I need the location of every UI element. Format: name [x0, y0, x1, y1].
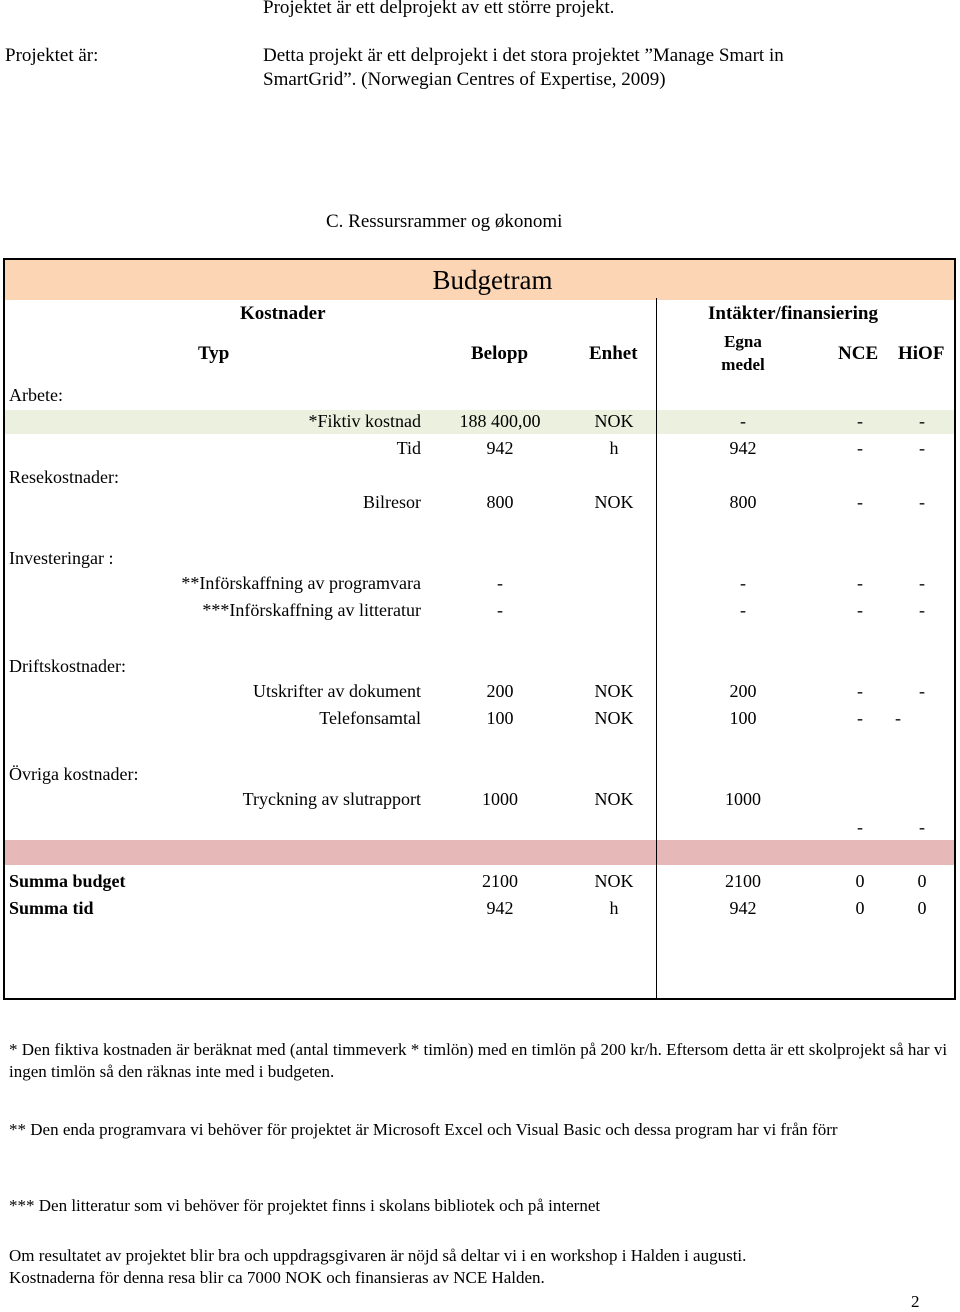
col-belopp: Belopp	[471, 343, 529, 364]
row-belopp: -	[497, 573, 503, 593]
summa-tid-egna: 942	[729, 898, 757, 918]
row-belopp: 942	[486, 438, 514, 458]
row-nce: -	[857, 600, 863, 620]
summa-tid-nce: 0	[855, 898, 865, 918]
col-enhet: Enhet	[589, 343, 638, 364]
col-hiof: HiOF	[898, 343, 945, 364]
row-egna: 800	[729, 492, 757, 512]
row-enhet: h	[609, 438, 619, 458]
row-enhet: NOK	[594, 492, 634, 512]
row-egna: -	[740, 600, 746, 620]
row-egna: -	[740, 411, 746, 431]
row-nce: -	[857, 681, 863, 701]
row-hiof: -	[919, 411, 925, 431]
row-nce: -	[857, 573, 863, 593]
row-typ: *Fiktiv kostnad	[308, 411, 421, 431]
row-typ: Bilresor	[363, 492, 421, 512]
col-nce: NCE	[838, 343, 879, 364]
note-fiktiv: * Den fiktiva kostnaden är beräknat med (antal timmeverk * timlön) med en timlön på 200 kr/h. Eftersom detta är ett skolprojekt så har vi ingen timlön så den räknas inte med i budgeten.	[9, 1040, 948, 1081]
row-belopp: 188 400,00	[459, 411, 541, 431]
column-divider	[656, 298, 657, 998]
row-egna: 1000	[725, 789, 761, 809]
row-egna: -	[740, 573, 746, 593]
page-number: 2	[911, 1292, 920, 1311]
row-hiof: -	[919, 492, 925, 512]
summa-budget-enhet: NOK	[594, 871, 634, 891]
category-drift: Driftskostnader:	[9, 656, 126, 676]
intakter-header: Intäkter/finansiering	[708, 303, 878, 324]
budgetram-title: Budgetram	[432, 265, 553, 295]
note-workshop-2: Kostnaderna för denna resa blir ca 7000 NOK och finansieras av NCE Halden.	[9, 1268, 545, 1287]
row-nce: -	[857, 708, 863, 728]
projektet-text-2: SmartGrid”. (Norwegian Centres of Expertise, 2009)	[263, 69, 666, 90]
summa-budget-egna: 2100	[725, 871, 761, 891]
row-belopp: 200	[486, 681, 514, 701]
summa-tid-enhet: h	[609, 898, 619, 918]
row-typ: Utskrifter av dokument	[253, 681, 421, 701]
category-arbete: Arbete:	[9, 385, 63, 405]
projektet-text-1: Detta projekt är ett delprojekt i det stora projektet ”Manage Smart in	[263, 45, 784, 66]
summa-tid-belopp: 942	[486, 898, 514, 918]
row-enhet: NOK	[594, 411, 634, 431]
row-egna: 942	[729, 438, 757, 458]
row-enhet: NOK	[594, 708, 634, 728]
row-nce: -	[857, 411, 863, 431]
row-belopp: 800	[486, 492, 514, 512]
summa-budget-nce: 0	[855, 871, 865, 891]
row-hiof: -	[919, 600, 925, 620]
summa-budget-label: Summa budget	[9, 871, 126, 891]
row-enhet: NOK	[594, 789, 634, 809]
section-title: C. Ressursrammer og økonomi	[326, 211, 563, 232]
row-enhet: NOK	[594, 681, 634, 701]
note-programvara: ** Den enda programvara vi behöver för projektet är Microsoft Excel och Visual Basic och dessa program har vi från förr	[9, 1120, 838, 1139]
row-typ: Tryckning av slutrapport	[242, 789, 421, 809]
category-investeringar: Investeringar :	[9, 548, 114, 568]
row-hiof: -	[895, 708, 901, 728]
projektet-label: Projektet är:	[5, 45, 99, 66]
note-workshop-1: Om resultatet av projektet blir bra och uppdragsgivaren är nöjd så deltar vi i en workshop i Halden i augusti.	[9, 1246, 747, 1265]
row-typ: **Införskaffning av programvara	[181, 573, 421, 593]
row-hiof: -	[919, 438, 925, 458]
row-typ: ***Införskaffning av litteratur	[202, 600, 421, 620]
col-egna-1: Egna	[724, 332, 762, 351]
row-egna: 100	[729, 708, 757, 728]
row-nce: -	[857, 817, 863, 837]
note-litteratur: *** Den litteratur som vi behöver för projektet finns i skolans bibliotek och på internet	[9, 1196, 601, 1215]
row-egna: 200	[729, 681, 757, 701]
summa-tid-label: Summa tid	[9, 898, 94, 918]
row-typ: Telefonsamtal	[319, 708, 421, 728]
category-ovriga: Övriga kostnader:	[9, 764, 139, 784]
top-line: Projektet är ett delprojekt av ett större projekt.	[263, 0, 615, 18]
sum-band	[5, 840, 954, 865]
row-nce: -	[857, 492, 863, 512]
row-hiof: -	[919, 681, 925, 701]
row-belopp: 100	[486, 708, 514, 728]
row-belopp: 1000	[482, 789, 518, 809]
kostnader-header: Kostnader	[240, 303, 326, 324]
category-resekostnader: Resekostnader:	[9, 467, 119, 487]
row-nce: -	[857, 438, 863, 458]
col-typ: Typ	[198, 343, 230, 364]
col-egna-2: medel	[721, 355, 765, 374]
summa-budget-hiof: 0	[917, 871, 927, 891]
row-hiof: -	[919, 573, 925, 593]
row-belopp: -	[497, 600, 503, 620]
summa-budget-belopp: 2100	[482, 871, 518, 891]
row-typ: Tid	[396, 438, 421, 458]
summa-tid-hiof: 0	[917, 898, 927, 918]
row-hiof: -	[919, 817, 925, 837]
